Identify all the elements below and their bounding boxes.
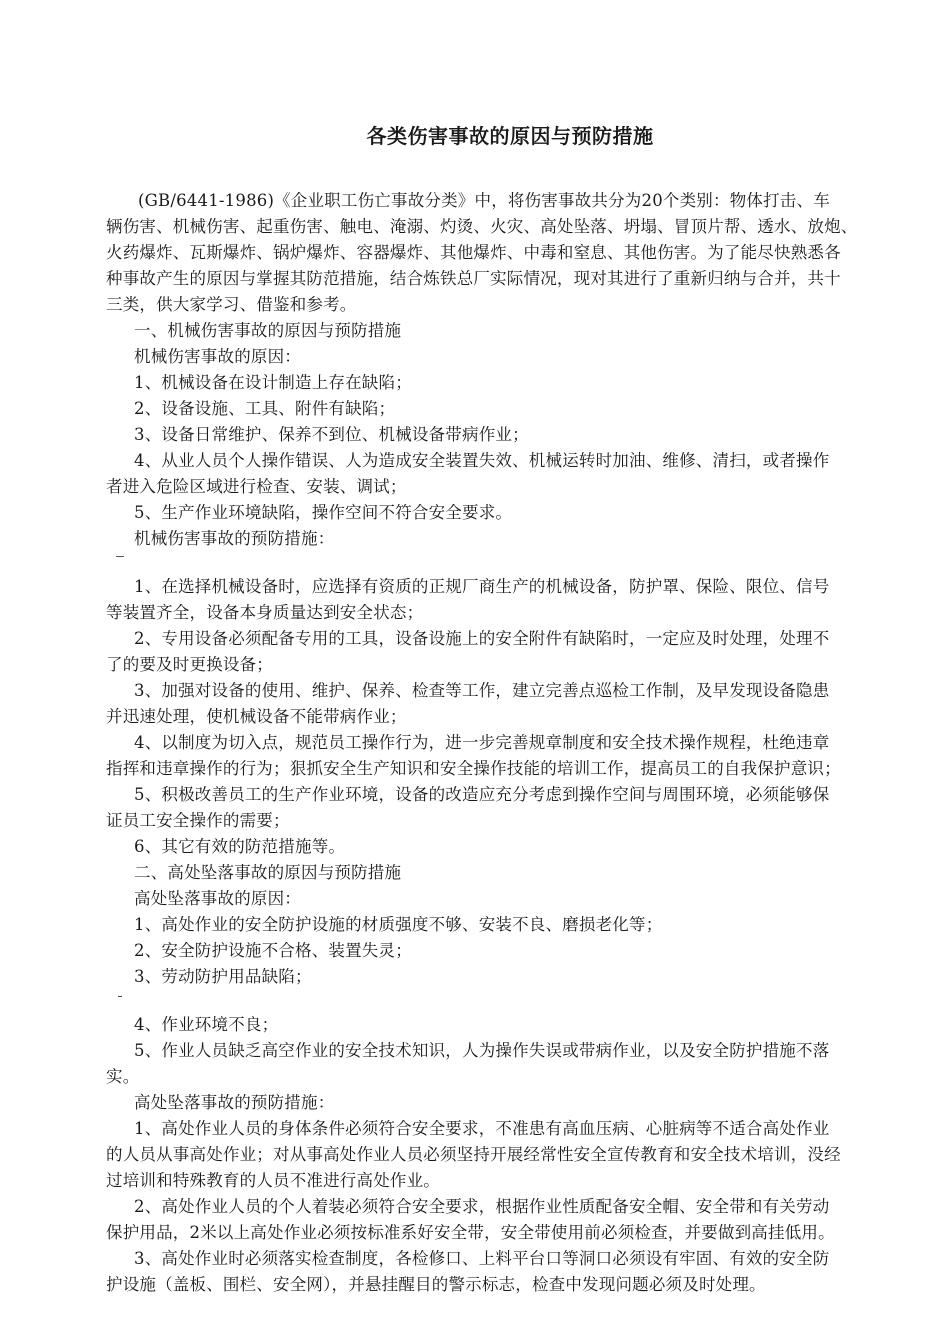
list-item-continuation: 护设施（盖板、围栏、安全网），并悬挂醒目的警示标志，检查中发现问题必须及时处理。 (106, 1275, 766, 1294)
subsection-heading: 高处坠落事故的原因： (134, 889, 301, 908)
list-item-continuation: 证员工安全操作的需要； (106, 811, 290, 830)
list-item: 5、积极改善员工的生产作业环境，设备的改造应充分考虑到操作空间与周围环境，必须能够保 (134, 785, 830, 804)
list-item: 3、设备日常维护、保养不到位、机械设备带病作业； (134, 425, 529, 444)
list-item: 4、作业环境不良； (134, 1015, 279, 1034)
section-heading: 一、机械伤害事故的原因与预防措施 (134, 321, 402, 340)
list-item: 6、其它有效的防范措施等。 (134, 837, 346, 856)
list-item-continuation: 实。 (106, 1067, 140, 1086)
document-title: 各类伤害事故的原因与预防措施 (366, 124, 654, 148)
list-item-continuation: 者进入危险区域进行检查、安装、调试； (106, 477, 407, 496)
list-item: 1、高处作业的安全防护设施的材质强度不够、安装不良、磨损老化等； (134, 915, 663, 934)
scan-mark (116, 556, 124, 557)
list-item-continuation: 保护用品，2米以上高处作业必须按标准系好安全带，安全带使用前必须检查，并要做到高挂低用。 (106, 1223, 835, 1242)
subsection-heading: 高处坠落事故的预防措施： (134, 1093, 335, 1112)
list-item: 1、高处作业人员的身体条件必须符合安全要求，不准患有高血压病、心脏病等不适合高处作业 (134, 1119, 830, 1138)
list-item-continuation: 等装置齐全，设备本身质量达到安全状态； (106, 603, 424, 622)
list-item: 3、高处作业时必须落实检查制度，各检修口、上料平台口等洞口必须设有牢固、有效的安全防 (134, 1249, 830, 1268)
list-item: 5、生产作业环境缺陷，操作空间不符合安全要求。 (134, 503, 513, 522)
section-heading: 二、高处坠落事故的原因与预防措施 (134, 863, 402, 882)
list-item-continuation: 了的要及时更换设备； (106, 655, 273, 674)
list-item: 3、劳动防护用品缺陷； (134, 967, 312, 986)
paragraph-line: (GB/6441-1986)《企业职工伤亡事故分类》中，将伤害事故共分为20个类别：物体打击、车 (138, 191, 830, 210)
list-item: 2、高处作业人员的个人着装必须符合安全要求，根据作业性质配备安全帽、安全带和有关劳动 (134, 1197, 830, 1216)
scan-mark (118, 996, 122, 997)
list-item-continuation: 指挥和违章操作的行为；狠抓安全生产知识和安全操作技能的培训工作，提高员工的自我保护意识； (106, 759, 841, 778)
list-item-continuation: 并迅速处理，使机械设备不能带病作业； (106, 707, 407, 726)
paragraph-line: 火药爆炸、瓦斯爆炸、锅炉爆炸、容器爆炸、其他爆炸、中毒和窒息、其他伤害。为了能尽快熟悉各 (106, 243, 841, 262)
list-item: 2、安全防护设施不合格、装置失灵； (134, 941, 412, 960)
list-item: 1、机械设备在设计制造上存在缺陷； (134, 373, 412, 392)
list-item: 4、以制度为切入点，规范员工操作行为，进一步完善规章制度和安全技术操作规程，杜绝违章 (134, 733, 830, 752)
paragraph-line: 辆伤害、机械伤害、起重伤害、触电、淹溺、灼烫、火灾、高处坠落、坍塌、冒顶片帮、透水、放炮、 (106, 217, 858, 236)
list-item: 2、设备设施、工具、附件有缺陷； (134, 399, 396, 418)
list-item: 4、从业人员个人操作错误、人为造成安全装置失效、机械运转时加油、维修、清扫，或者操作 (134, 451, 830, 470)
list-item: 3、加强对设备的使用、维护、保养、检查等工作，建立完善点巡检工作制，及早发现设备隐患 (134, 681, 830, 700)
list-item: 5、作业人员缺乏高空作业的安全技术知识，人为操作失误或带病作业，以及安全防护措施不落 (134, 1041, 830, 1060)
subsection-heading: 机械伤害事故的原因： (134, 347, 301, 366)
list-item-continuation: 过培训和特殊教育的人员不准进行高处作业。 (106, 1171, 440, 1190)
list-item-continuation: 的人员从事高处作业；对从事高处作业人员必须坚持开展经常性安全宣传教育和安全技术培训，没经 (106, 1145, 841, 1164)
list-item: 2、专用设备必须配备专用的工具，设备设施上的安全附件有缺陷时，一定应及时处理，处理不 (134, 629, 830, 648)
list-item: 1、在选择机械设备时，应选择有资质的正规厂商生产的机械设备，防护罩、保险、限位、信号 (134, 577, 830, 596)
paragraph-line: 三类，供大家学习、借鉴和参考。 (106, 295, 357, 314)
paragraph-line: 种事故产生的原因与掌握其防范措施，结合炼铁总厂实际情况，现对其进行了重新归纳与合并，共十 (106, 269, 841, 288)
subsection-heading: 机械伤害事故的预防措施： (134, 529, 335, 548)
